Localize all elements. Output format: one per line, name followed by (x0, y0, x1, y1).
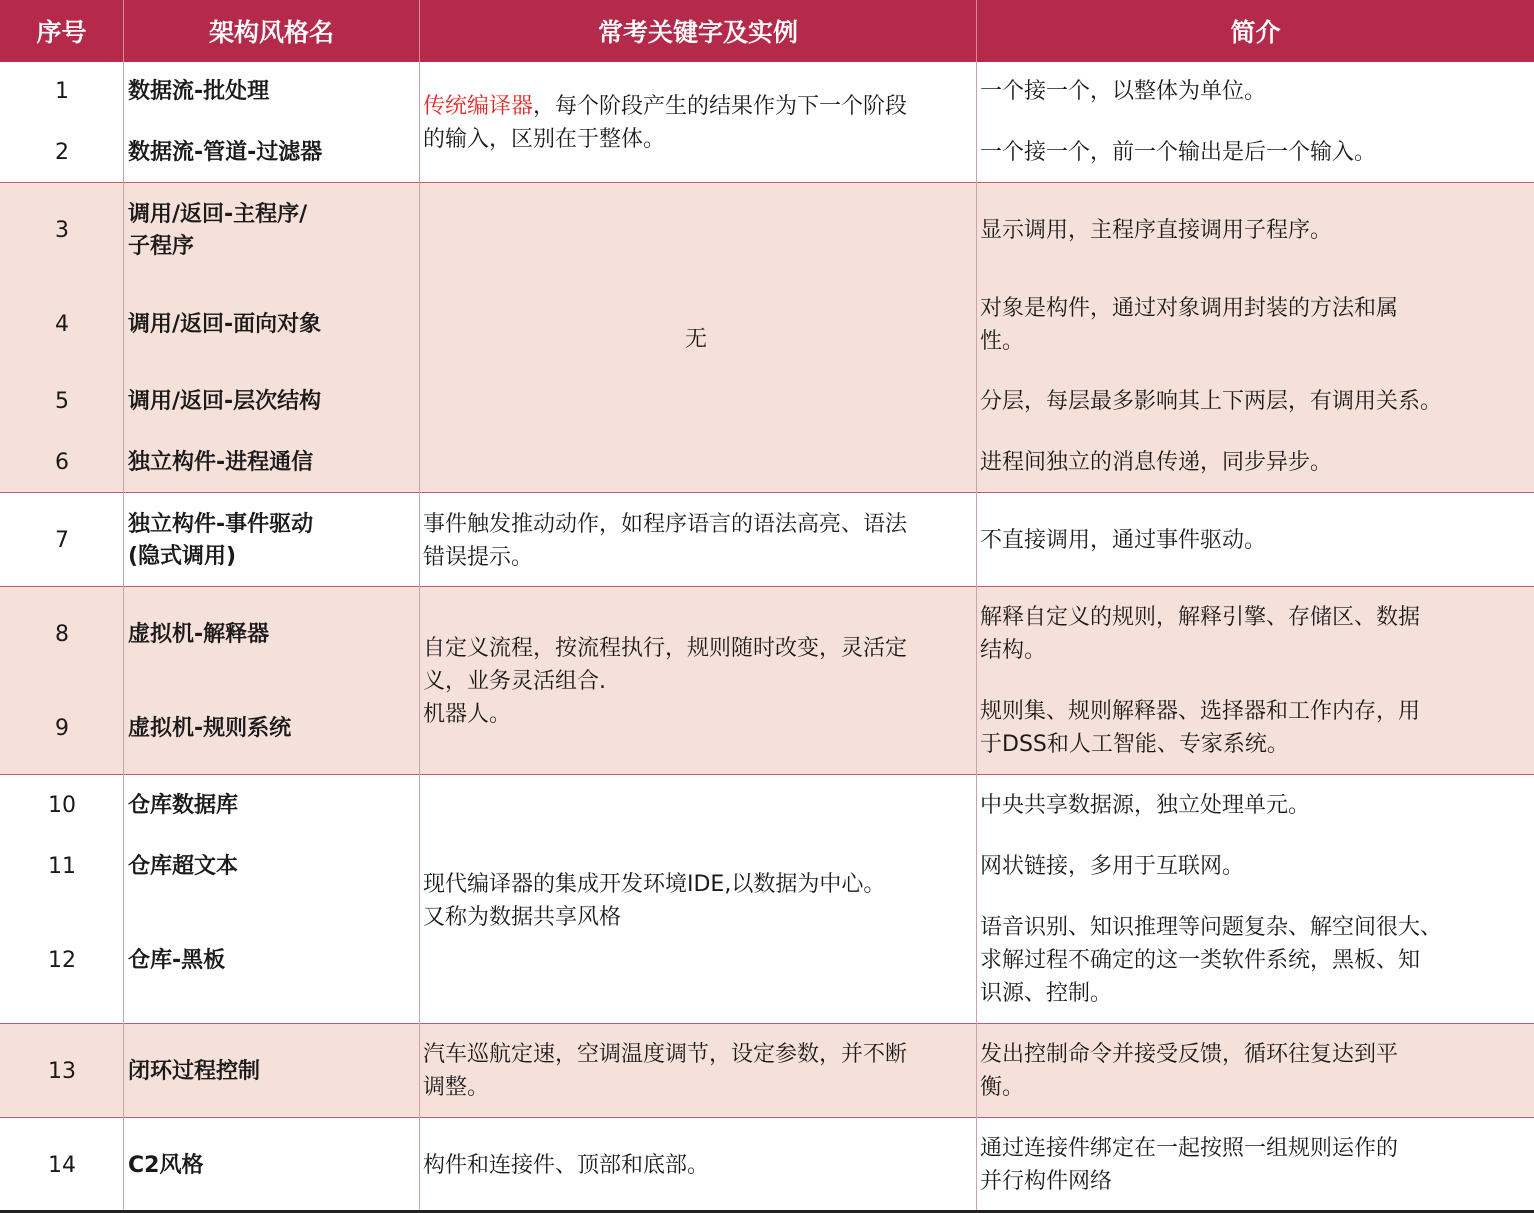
row-number: 7 (55, 528, 69, 553)
style-name: 独立构件-进程通信 (128, 450, 314, 475)
style-intro: 识源、控制。 (980, 981, 1113, 1006)
column-divider (976, 62, 977, 1210)
keywords-text: 现代编译器的集成开发环境IDE,以数据为中心。 (423, 872, 886, 897)
style-name: 调用/返回-面向对象 (128, 312, 322, 337)
keywords-text: 无 (685, 327, 708, 352)
style-intro: 解释自定义的规则，解释引擎、存储区、数据 (980, 605, 1421, 630)
style-name: 调用/返回-层次结构 (128, 389, 322, 414)
style-name: 仓库超文本 (128, 854, 239, 879)
style-name: 数据流-批处理 (128, 79, 270, 104)
row-number: 4 (55, 312, 69, 337)
style-intro: 中央共享数据源，独立处理单元。 (980, 793, 1311, 818)
row-number: 2 (55, 140, 69, 165)
style-intro: 衡。 (980, 1075, 1025, 1100)
style-intro: 发出控制命令并接受反馈，循环往复达到平 (980, 1042, 1399, 1067)
style-intro: 一个接一个，前一个输出是后一个输入。 (980, 140, 1377, 165)
style-name: (隐式调用) (128, 544, 237, 569)
row-number: 5 (55, 389, 69, 414)
keywords-text: 又称为数据共享风格 (423, 905, 622, 930)
style-name: 仓库数据库 (128, 793, 239, 818)
style-intro: 性。 (980, 329, 1025, 354)
style-intro: 规则集、规则解释器、选择器和工作内存，用 (980, 699, 1421, 724)
style-intro: 不直接调用，通过事件驱动。 (980, 528, 1267, 553)
row-number: 3 (55, 218, 69, 243)
keywords-text: 汽车巡航定速，空调温度调节，设定参数，并不断 (423, 1042, 908, 1067)
style-name: 仓库-黑板 (128, 948, 226, 973)
style-intro: 对象是构件，通过对象调用封装的方法和属 (980, 296, 1399, 321)
style-intro: 网状链接，多用于互联网。 (980, 854, 1245, 879)
column-divider (419, 62, 420, 1210)
header-col-no: 序号 (0, 0, 123, 62)
style-intro: 于DSS和人工智能、专家系统。 (980, 732, 1289, 757)
style-name: 虚拟机-规则系统 (128, 716, 292, 741)
keywords-text: 错误提示。 (423, 545, 534, 570)
style-intro: 分层，每层最多影响其上下两层，有调用关系。 (980, 389, 1443, 414)
style-intro: 结构。 (980, 638, 1047, 663)
keywords-text: 事件触发推动动作，如程序语言的语法高亮、语法 (423, 512, 908, 537)
keywords-text: 构件和连接件、顶部和底部。 (423, 1153, 710, 1178)
keywords-text: 调整。 (423, 1075, 490, 1100)
style-intro: 语音识别、知识推理等问题复杂、解空间很大、 (980, 915, 1443, 940)
row-number: 14 (48, 1153, 76, 1178)
row-number: 9 (55, 716, 69, 741)
keywords-text: 的输入，区别在于整体。 (423, 127, 666, 152)
row-number: 13 (48, 1059, 76, 1084)
style-name: C2风格 (128, 1153, 204, 1178)
style-intro: 并行构件网络 (980, 1169, 1113, 1194)
header-col-keywords: 常考关键字及实例 (419, 0, 976, 62)
style-name: 数据流-管道-过滤器 (128, 140, 323, 165)
style-intro: 求解过程不确定的这一类软件系统，黑板、知 (980, 948, 1421, 973)
style-name: 子程序 (128, 234, 195, 259)
header-col-name: 架构风格名 (123, 0, 419, 62)
style-name: 调用/返回-主程序/ (128, 202, 308, 227)
keywords-text: 自定义流程，按流程执行，规则随时改变，灵活定 (423, 636, 908, 661)
header-col-intro: 简介 (976, 0, 1534, 62)
style-name: 虚拟机-解释器 (128, 622, 270, 647)
style-intro: 通过连接件绑定在一起按照一组规则运作的 (980, 1136, 1399, 1161)
style-intro: 显示调用，主程序直接调用子程序。 (980, 218, 1333, 243)
row-number: 11 (48, 854, 76, 879)
keywords-highlight: 传统编译器 (423, 94, 534, 119)
row-number: 10 (48, 793, 76, 818)
row-number: 8 (55, 622, 69, 647)
row-number: 1 (55, 79, 69, 104)
style-name: 闭环过程控制 (128, 1059, 261, 1084)
keywords-text: 机器人。 (423, 702, 512, 727)
row-number: 6 (55, 450, 69, 475)
row-number: 12 (48, 948, 76, 973)
style-intro: 进程间独立的消息传递，同步异步。 (980, 450, 1333, 475)
keywords-text: 传统编译器，每个阶段产生的结果作为下一个阶段 (423, 94, 908, 119)
style-intro: 一个接一个，以整体为单位。 (980, 79, 1267, 104)
style-name: 独立构件-事件驱动 (128, 512, 314, 537)
keywords-text: 义，业务灵活组合. (423, 669, 606, 694)
